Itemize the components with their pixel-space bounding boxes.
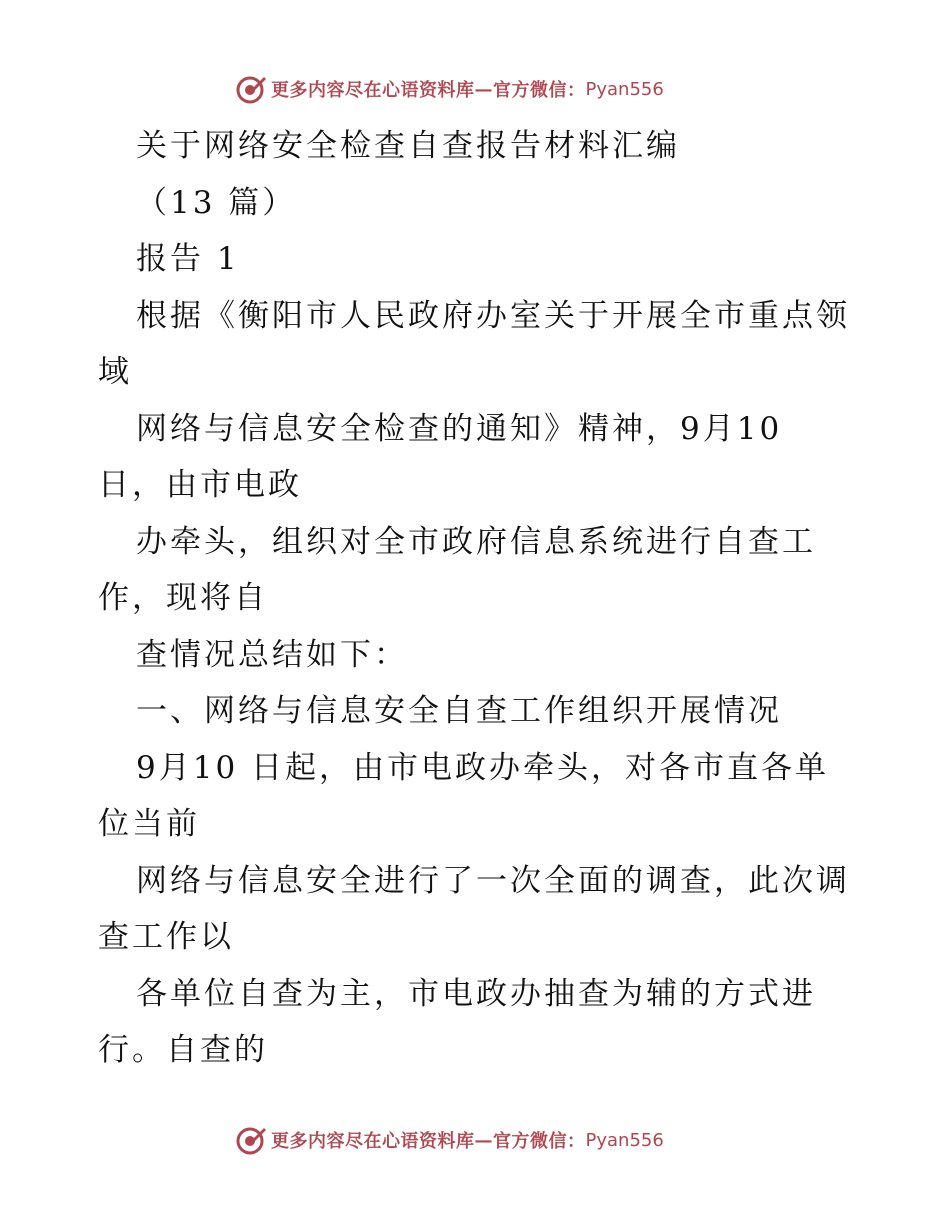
text-line: （13 篇） xyxy=(136,184,297,221)
text-line: 位当前 xyxy=(98,806,200,842)
text-line: 关于网络安全检查自查报告材料汇编 xyxy=(136,128,680,164)
footer-banner xyxy=(235,1123,715,1157)
banner-dash: — xyxy=(474,1129,493,1151)
banner-wechat-id: Pyan556 xyxy=(585,1129,664,1151)
text-line: 根据《衡阳市人民政府办室关于开展全市重点领 xyxy=(136,297,850,334)
banner-dash: — xyxy=(474,78,493,100)
document-body xyxy=(98,118,858,1079)
banner-site-text: 更多内容尽在心语资料库 xyxy=(271,1131,475,1152)
banner-wechat-label: 官方微信： xyxy=(493,80,586,101)
banner-wechat-label: 官方微信： xyxy=(493,1131,586,1152)
text-line: 报告 1 xyxy=(136,241,240,277)
text-line: 网络与信息安全检查的通知》精神，9月10 xyxy=(136,410,783,447)
text-line: 域 xyxy=(98,354,132,390)
text-line: 网络与信息安全进行了一次全面的调查，此次调 xyxy=(136,862,850,899)
text-line: 作，现将自 xyxy=(98,580,268,616)
text-line: 9月10 日起，由市电政办牵头，对各市直各单 xyxy=(136,749,830,786)
text-line: 日，由市电政 xyxy=(98,467,302,503)
text-line: 行。自查的 xyxy=(98,1032,268,1068)
banner-site-text: 更多内容尽在心语资料库 xyxy=(271,80,475,101)
text-line: 查工作以 xyxy=(98,919,234,955)
text-line: 查情况总结如下： xyxy=(136,636,408,673)
text-line: 一、网络与信息安全自查工作组织开展情况 xyxy=(136,693,782,729)
logo-icon xyxy=(235,73,267,105)
header-banner xyxy=(235,72,715,106)
logo-icon xyxy=(235,1124,267,1156)
banner-wechat-id: Pyan556 xyxy=(585,78,664,100)
text-line: 各单位自查为主，市电政办抽查为辅的方式进 xyxy=(136,975,816,1012)
text-line: 办牵头，组织对全市政府信息系统进行自查工 xyxy=(136,523,816,560)
